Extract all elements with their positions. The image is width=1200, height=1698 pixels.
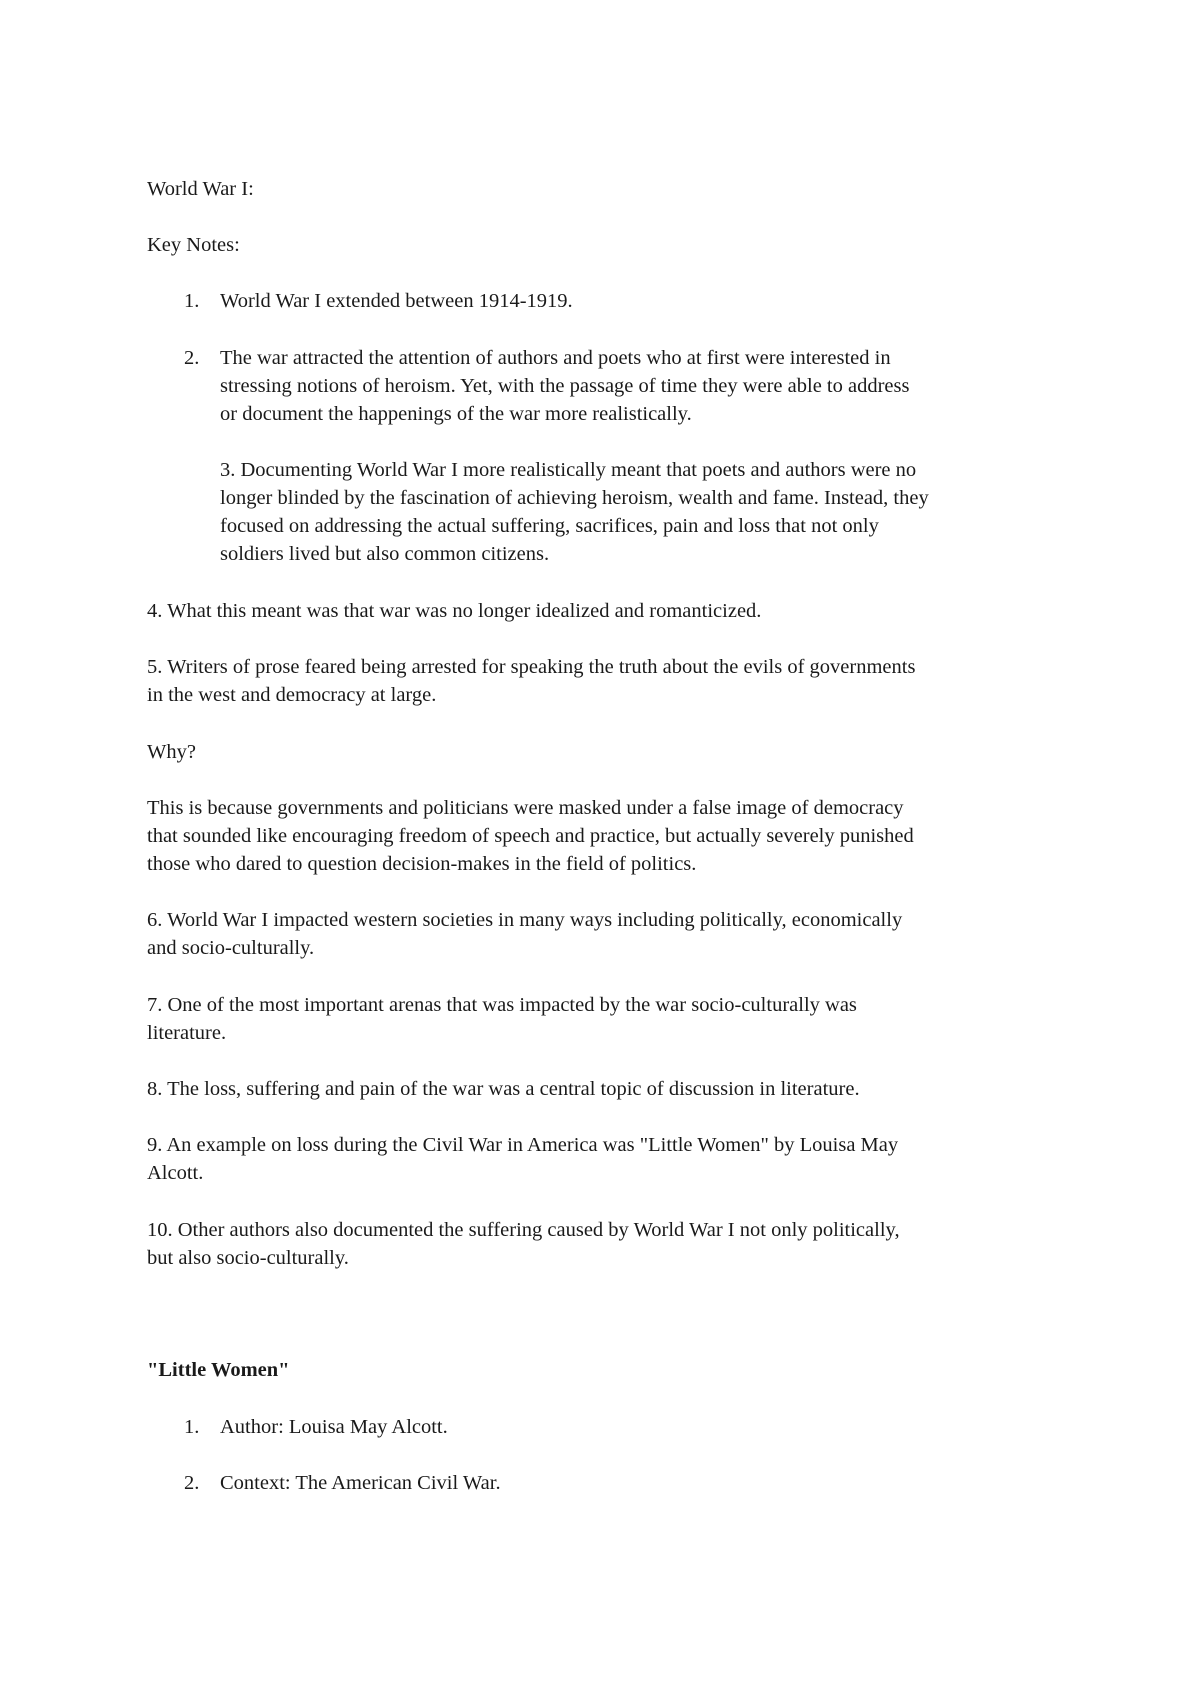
paragraph-line: longer blinded by the fascination of achieving heroism, wealth and fame. Instead, they [220,487,929,509]
paragraph-line: 7. One of the most important arenas that was impacted by the war socio-culturally was [147,994,857,1016]
list-item: World War I extended between 1914-1919. [220,290,573,312]
paragraph-line: soldiers lived but also common citizens. [220,543,550,565]
list-item: Context: The American Civil War. [220,1472,501,1494]
list-item-line: or document the happenings of the war more realistically. [220,403,692,425]
list-item-line: The war attracted the attention of authors and poets who at first were interested in [220,347,891,369]
paragraph-line: 8. The loss, suffering and pain of the war was a central topic of discussion in literature. [147,1078,860,1100]
paragraph-line: and socio-culturally. [147,937,315,959]
list-number: 1. [184,1416,200,1438]
paragraph-line: that sounded like encouraging freedom of speech and practice, but actually severely punished [147,825,914,847]
paragraph-line: 3. Documenting World War I more realistically meant that poets and authors were no [220,459,917,481]
paragraph-line: Why? [147,741,196,763]
list-item: Author: Louisa May Alcott. [220,1416,448,1438]
list-item-line: stressing notions of heroism. Yet, with the passage of time they were able to address [220,375,910,397]
paragraph-line: in the west and democracy at large. [147,684,437,706]
paragraph-line: This is because governments and politicians were masked under a false image of democracy [147,797,904,819]
paragraph-line: 10. Other authors also documented the suffering caused by World War I not only politically, [147,1219,900,1241]
paragraph-line: focused on addressing the actual suffering, sacrifices, pain and loss that not only [220,515,879,537]
doc-title: World War I: [147,178,254,200]
list-number: 2. [184,347,200,369]
paragraph-line: those who dared to question decision-makes in the field of politics. [147,853,697,875]
paragraph-line: but also socio-culturally. [147,1247,349,1269]
paragraph-line: Alcott. [147,1162,204,1184]
list-number: 1. [184,290,200,312]
paragraph-line: 9. An example on loss during the Civil War in America was "Little Women" by Louisa May [147,1134,899,1156]
paragraph-line: literature. [147,1022,227,1044]
paragraph-line: 5. Writers of prose feared being arrested for speaking the truth about the evils of governments [147,656,916,678]
paragraph-line: 6. World War I impacted western societies in many ways including politically, economically [147,909,903,931]
doc-subtitle: Key Notes: [147,234,240,256]
section-heading: "Little Women" [147,1359,290,1381]
paragraph-line: 4. What this meant was that war was no longer idealized and romanticized. [147,600,762,622]
list-number: 2. [184,1472,200,1494]
